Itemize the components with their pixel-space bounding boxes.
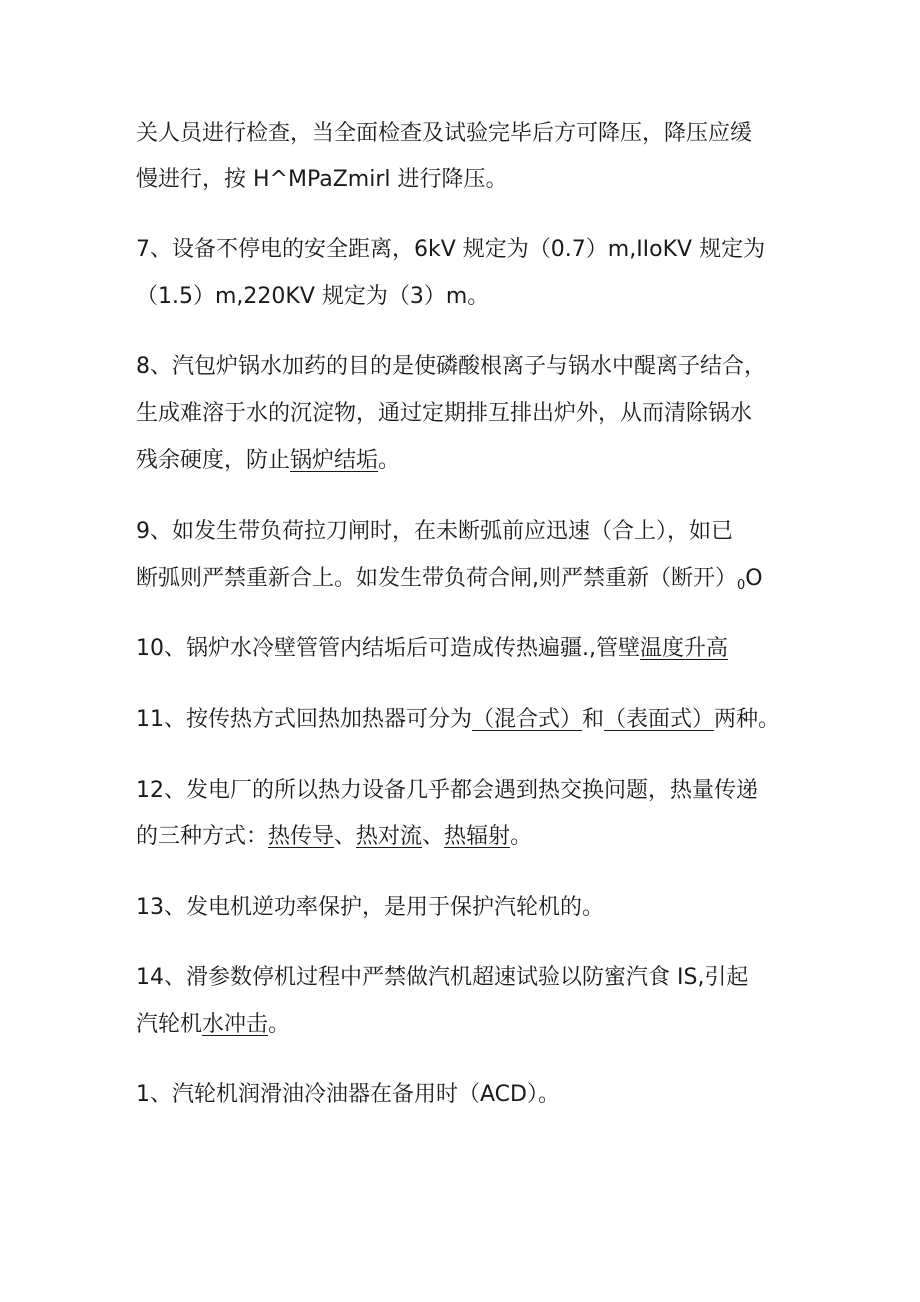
paragraph-11-text-c: 两种。 <box>714 707 781 732</box>
paragraph-8-line-3-text-b: 。 <box>378 448 401 473</box>
paragraph-9-subscript: 0 <box>737 578 746 593</box>
paragraph-10-text-a: 10、锅炉水冷壁管管内结垢后可造成传热遍疆.,管壁 <box>136 636 640 661</box>
paragraph-11-text-b: 和 <box>582 707 605 732</box>
paragraph-9-line-1: 9、如发生带负荷拉刀闸时，在未断弧前应迅速（合上），如已 <box>136 519 733 544</box>
underlined-answer-radiation: 热辐射 <box>444 824 511 849</box>
paragraph-8-line-2: 生成难溶于水的沉淀物，通过定期排互排出炉外，从而清除锅水 <box>136 401 753 426</box>
underlined-answer-mixing-type: （混合式） <box>472 707 583 732</box>
paragraph-11-line-1 <box>136 705 780 735</box>
paragraph-10-line-1 <box>136 634 728 664</box>
underlined-answer-boiler-scaling: 锅炉结垢 <box>290 448 379 473</box>
paragraph-12-line-1: 12、发电厂的所以热力设备几乎都会遇到热交换问题，热量传递 <box>136 778 758 803</box>
paragraph-11-text-a: 11、按传热方式回热加热器可分为 <box>136 707 472 732</box>
paragraph-13-line-1: 13、发电机逆功率保护，是用于保护汽轮机的。 <box>136 895 604 920</box>
paragraph-14-text-a: 汽轮机 <box>136 1012 203 1037</box>
underlined-answer-surface-type: （表面式） <box>604 707 715 732</box>
paragraph-12-text-a: 的三种方式： <box>136 824 269 849</box>
paragraph-6-line-2: 慢进行，按 H^MPaZmirl 进行降压。 <box>136 167 508 192</box>
paragraph-14-text-b: 。 <box>268 1012 291 1037</box>
paragraph-14-line-1: 14、滑参数停机过程中严禁做汽机超速试验以防蜜汽食 IS,引起 <box>136 965 749 990</box>
underlined-answer-convection: 热对流 <box>356 824 423 849</box>
question-1-line-1: 1、汽轮机润滑油冷油器在备用时（ACD）。 <box>136 1082 560 1107</box>
paragraph-9-line-2-text-b: O <box>745 566 763 591</box>
paragraph-14-line-2 <box>136 1010 290 1040</box>
underlined-answer-temperature-rise: 温度升高 <box>639 636 728 661</box>
paragraph-12-line-2 <box>136 822 532 852</box>
paragraph-12-separator-1: 、 <box>334 824 357 849</box>
paragraph-8-line-3-text-a: 残余硬度，防止 <box>136 448 291 473</box>
paragraph-9-line-2 <box>136 564 763 594</box>
paragraph-7-line-1: 7、设备不停电的安全距离，6kV 规定为（0.7）m,IIoKV 规定为 <box>136 237 766 262</box>
paragraph-12-text-b: 。 <box>510 824 533 849</box>
underlined-answer-conduction: 热传导 <box>268 824 335 849</box>
paragraph-6-line-1: 关人员进行检查，当全面检查及试验完毕后方可降压，降压应缓 <box>136 121 753 146</box>
paragraph-7-line-2: （1.5）m,220KV 规定为（3）m。 <box>136 284 490 309</box>
paragraph-9-line-2-text-a: 断弧则严禁重新合上。如发生带负荷合闸,则严禁重新（断开） <box>136 566 737 591</box>
paragraph-12-separator-2: 、 <box>422 824 445 849</box>
paragraph-8-line-1: 8、汽包炉锅水加药的目的是使磷酸根离子与锅水中醍离子结合， <box>136 354 766 379</box>
underlined-answer-water-hammer: 水冲击 <box>202 1012 269 1037</box>
paragraph-8-line-3 <box>136 446 400 476</box>
